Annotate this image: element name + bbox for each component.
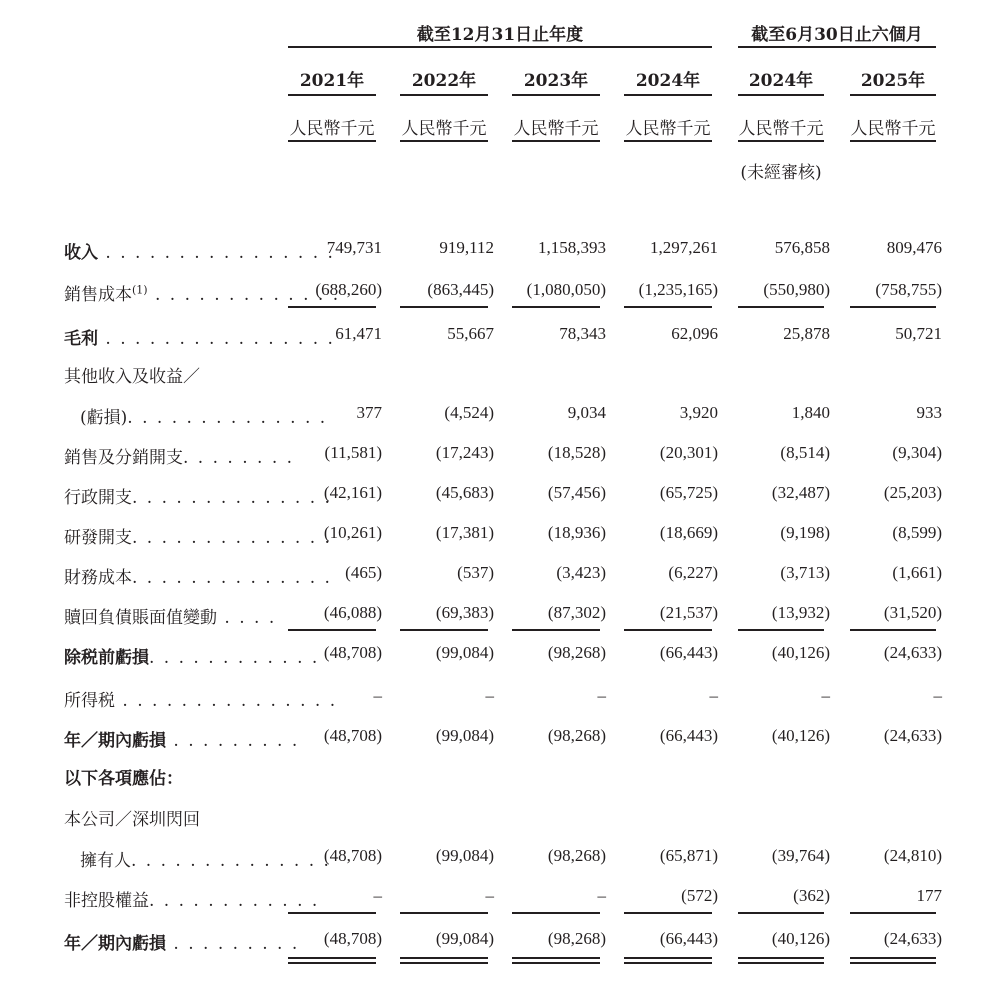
subtotal-rule — [738, 306, 824, 308]
table-cell: (99,084) — [435, 643, 494, 662]
leader-dots: . . . . . . . . . . . . . . — [132, 528, 332, 548]
subtotal-rule — [288, 629, 376, 631]
table-cell: (99,084) — [435, 726, 494, 745]
leader-dots: . . . . . . . . . . . . . . — [132, 488, 332, 508]
row-label-text: (虧損) — [80, 408, 128, 428]
table-cell: (11,581) — [324, 443, 382, 462]
table-cell: (24,810) — [883, 846, 942, 865]
table-cell: (48,708) — [323, 846, 382, 865]
table-cell: – — [709, 686, 718, 705]
table-cell: – — [597, 686, 606, 705]
table-cell: (46,088) — [323, 603, 382, 622]
table-cell: – — [933, 686, 942, 705]
total-double-rule — [512, 962, 600, 964]
total-double-rule — [288, 957, 376, 959]
table-cell: 177 — [916, 886, 942, 905]
total-double-rule — [738, 962, 824, 964]
row-label — [64, 886, 319, 911]
total-double-rule — [738, 957, 824, 959]
year-rule — [512, 94, 600, 96]
column-currency-6: 人民幣千元 — [850, 119, 936, 139]
column-currency-5: 人民幣千元 — [738, 119, 824, 139]
row-label-text: 收入 — [64, 243, 98, 263]
leader-dots: . . . . . . . . . . . . . . . . — [98, 329, 335, 349]
row-label-text: 銷售成本 — [64, 285, 132, 305]
table-cell: 25,878 — [783, 324, 830, 343]
table-cell: (9,198) — [780, 523, 830, 542]
row-label-text: 其他收入及收益／ — [64, 367, 200, 387]
table-cell: (20,301) — [659, 443, 718, 462]
row-label-text: 除税前虧損 — [64, 648, 149, 668]
subtotal-rule — [624, 912, 712, 914]
row-label — [64, 603, 276, 628]
table-cell: 1,297,261 — [650, 238, 718, 257]
leader-dots: . . . . . . . . . . . . . . . — [115, 691, 338, 711]
table-cell: – — [373, 686, 382, 705]
table-cell: (45,683) — [435, 483, 494, 502]
year-rule — [288, 94, 376, 96]
period-interim-header: 截至6月30日止六個月 — [751, 25, 923, 45]
total-double-rule — [400, 957, 488, 959]
table-cell: (18,669) — [659, 523, 718, 542]
table-cell: (1,661) — [892, 563, 942, 582]
currency-rule — [288, 140, 376, 142]
subtotal-rule — [400, 306, 488, 308]
table-cell: (24,633) — [883, 643, 942, 662]
table-cell: (65,725) — [659, 483, 718, 502]
leader-dots: . . . . — [217, 608, 277, 628]
table-cell: (3,713) — [780, 563, 830, 582]
leader-dots: . . . . . . . . . . . . — [149, 891, 320, 911]
subtotal-rule — [850, 912, 936, 914]
row-label-text: 贖回負債賬面值變動 — [64, 608, 217, 628]
subtotal-rule — [738, 629, 824, 631]
subtotal-rule — [400, 629, 488, 631]
row-label-text: 擁有人 — [80, 851, 131, 871]
column-currency-3: 人民幣千元 — [513, 119, 599, 139]
table-cell: (17,381) — [435, 523, 494, 542]
table-cell: (6,227) — [668, 563, 718, 582]
table-cell: (758,755) — [875, 280, 942, 299]
header-rule-interim — [738, 46, 936, 48]
table-cell: (8,599) — [892, 523, 942, 542]
currency-rule — [738, 140, 824, 142]
table-cell: (572) — [681, 886, 718, 905]
table-cell: (87,302) — [547, 603, 606, 622]
row-label-text: 年／期內虧損 — [64, 731, 166, 751]
table-cell: (39,764) — [771, 846, 830, 865]
currency-rule — [400, 140, 488, 142]
table-cell: 1,840 — [791, 403, 830, 422]
table-cell: 3,920 — [679, 403, 718, 422]
leader-dots: . . . . . . . . . . . . . . — [131, 851, 331, 871]
table-cell: – — [821, 686, 830, 705]
table-cell: (24,633) — [883, 929, 942, 948]
row-label — [64, 764, 183, 789]
table-cell: (48,708) — [323, 643, 382, 662]
total-double-rule — [400, 962, 488, 964]
total-double-rule — [850, 962, 936, 964]
row-label-text: 財務成本 — [64, 568, 132, 588]
column-currency-1: 人民幣千元 — [289, 119, 375, 139]
row-label — [64, 726, 299, 751]
column-year-2: 2022年 — [411, 71, 477, 91]
column-year-5: 2024年 — [748, 71, 814, 91]
leader-dots: . . . . . . . . . . . . . . — [127, 408, 328, 428]
row-label — [64, 362, 200, 387]
table-cell: (1,080,050) — [526, 280, 606, 299]
table-cell: (18,936) — [547, 523, 606, 542]
total-double-rule — [512, 957, 600, 959]
leader-dots: . . . . . . . . . . . . . . . . — [98, 243, 335, 263]
total-double-rule — [624, 957, 712, 959]
table-cell: 919,112 — [439, 238, 494, 257]
subtotal-rule — [512, 306, 600, 308]
table-cell: 9,034 — [567, 403, 606, 422]
table-cell: 62,096 — [671, 324, 718, 343]
row-label-text: 所得税 — [64, 691, 115, 711]
table-cell: (31,520) — [883, 603, 942, 622]
table-cell: (40,126) — [771, 929, 830, 948]
table-cell: (8,514) — [780, 443, 830, 462]
table-cell: 50,721 — [895, 324, 942, 343]
total-double-rule — [288, 962, 376, 964]
table-cell: (362) — [793, 886, 830, 905]
table-cell: (98,268) — [547, 726, 606, 745]
table-cell: 933 — [916, 403, 942, 422]
table-cell: (42,161) — [323, 483, 382, 502]
currency-rule — [512, 140, 600, 142]
table-cell: (66,443) — [659, 643, 718, 662]
table-cell: (98,268) — [547, 846, 606, 865]
total-double-rule — [850, 957, 936, 959]
leader-dots: . . . . . . . . . — [166, 934, 300, 954]
table-cell: (57,456) — [547, 483, 606, 502]
year-rule — [400, 94, 488, 96]
table-cell: (863,445) — [427, 280, 494, 299]
column-currency-4: 人民幣千元 — [625, 119, 711, 139]
table-cell: (550,980) — [763, 280, 830, 299]
table-cell: (21,537) — [659, 603, 718, 622]
row-label-text: 行政開支 — [64, 488, 132, 508]
table-cell: (69,383) — [435, 603, 494, 622]
table-cell: 61,471 — [335, 324, 382, 343]
leader-dots: . . . . . . . . — [183, 448, 295, 468]
row-label — [64, 805, 200, 830]
subtotal-rule — [288, 912, 376, 914]
table-cell: (98,268) — [547, 929, 606, 948]
table-cell: (24,633) — [883, 726, 942, 745]
table-cell: 377 — [356, 403, 382, 422]
row-label-text: 銷售及分銷開支 — [64, 448, 183, 468]
table-cell: 809,476 — [886, 238, 942, 257]
row-label-text: 研發開支 — [64, 528, 132, 548]
table-cell: (65,871) — [659, 846, 718, 865]
column-year-1: 2021年 — [299, 71, 365, 91]
table-cell: (25,203) — [883, 483, 942, 502]
row-label-text: 本公司／深圳閃回 — [64, 810, 200, 830]
footnote-marker: (1) — [132, 283, 148, 297]
subtotal-rule — [738, 912, 824, 914]
table-cell: (1,235,165) — [638, 280, 718, 299]
table-cell: (40,126) — [771, 643, 830, 662]
table-cell: – — [485, 686, 494, 705]
subtotal-rule — [288, 306, 376, 308]
year-rule — [624, 94, 712, 96]
table-cell: 1,158,393 — [538, 238, 606, 257]
row-label-text: 年／期內虧損 — [64, 934, 166, 954]
table-cell: (18,528) — [547, 443, 606, 462]
table-cell: 576,858 — [774, 238, 830, 257]
table-cell: (465) — [345, 563, 382, 582]
table-cell: (66,443) — [659, 929, 718, 948]
table-cell: 55,667 — [447, 324, 494, 343]
leader-dots: . . . . . . . . . . . . . . — [132, 568, 332, 588]
table-cell: (688,260) — [315, 280, 382, 299]
row-label — [64, 643, 319, 668]
year-rule — [738, 94, 824, 96]
subtotal-rule — [624, 306, 712, 308]
table-cell: (98,268) — [547, 643, 606, 662]
column-year-6: 2025年 — [860, 71, 926, 91]
subtotal-rule — [512, 629, 600, 631]
row-label — [64, 443, 294, 468]
table-cell: (40,126) — [771, 726, 830, 745]
table-cell: 78,343 — [559, 324, 606, 343]
row-label-text: 毛利 — [64, 329, 98, 349]
header-rule-annual — [288, 46, 712, 48]
table-cell: (99,084) — [435, 846, 494, 865]
period-annual-header: 截至12月31日止年度 — [416, 25, 584, 45]
subtotal-rule — [400, 912, 488, 914]
currency-rule — [850, 140, 936, 142]
leader-dots: . . . . . . . . . . . . — [149, 648, 320, 668]
leader-dots: . . . . . . . . . — [166, 731, 300, 751]
table-cell: – — [485, 886, 494, 905]
currency-rule — [624, 140, 712, 142]
table-cell: (66,443) — [659, 726, 718, 745]
table-cell: (9,304) — [892, 443, 942, 462]
table-cell: (4,524) — [444, 403, 494, 422]
table-cell: (3,423) — [556, 563, 606, 582]
total-double-rule — [624, 962, 712, 964]
subtotal-rule — [850, 629, 936, 631]
subtotal-rule — [850, 306, 936, 308]
subtotal-rule — [624, 629, 712, 631]
table-cell: (13,932) — [771, 603, 830, 622]
table-cell: (32,487) — [771, 483, 830, 502]
table-cell: – — [597, 886, 606, 905]
year-rule — [850, 94, 936, 96]
row-label — [64, 929, 299, 954]
table-cell: 749,731 — [326, 238, 382, 257]
column-year-4: 2024年 — [635, 71, 701, 91]
table-cell: – — [373, 886, 382, 905]
table-cell: (10,261) — [323, 523, 382, 542]
table-cell: (48,708) — [323, 726, 382, 745]
table-cell: (99,084) — [435, 929, 494, 948]
table-cell: (48,708) — [323, 929, 382, 948]
subtotal-rule — [512, 912, 600, 914]
column-currency-2: 人民幣千元 — [401, 119, 487, 139]
row-label-text: 以下各項應佔： — [64, 769, 183, 789]
row-label-text: 非控股權益 — [64, 891, 149, 911]
table-cell: (17,243) — [435, 443, 494, 462]
leader-dots: . . . . . . . . . . . . . — [147, 285, 341, 305]
column-year-3: 2023年 — [523, 71, 589, 91]
table-cell: (537) — [457, 563, 494, 582]
unaudited-note: (未經審核) — [740, 163, 822, 183]
